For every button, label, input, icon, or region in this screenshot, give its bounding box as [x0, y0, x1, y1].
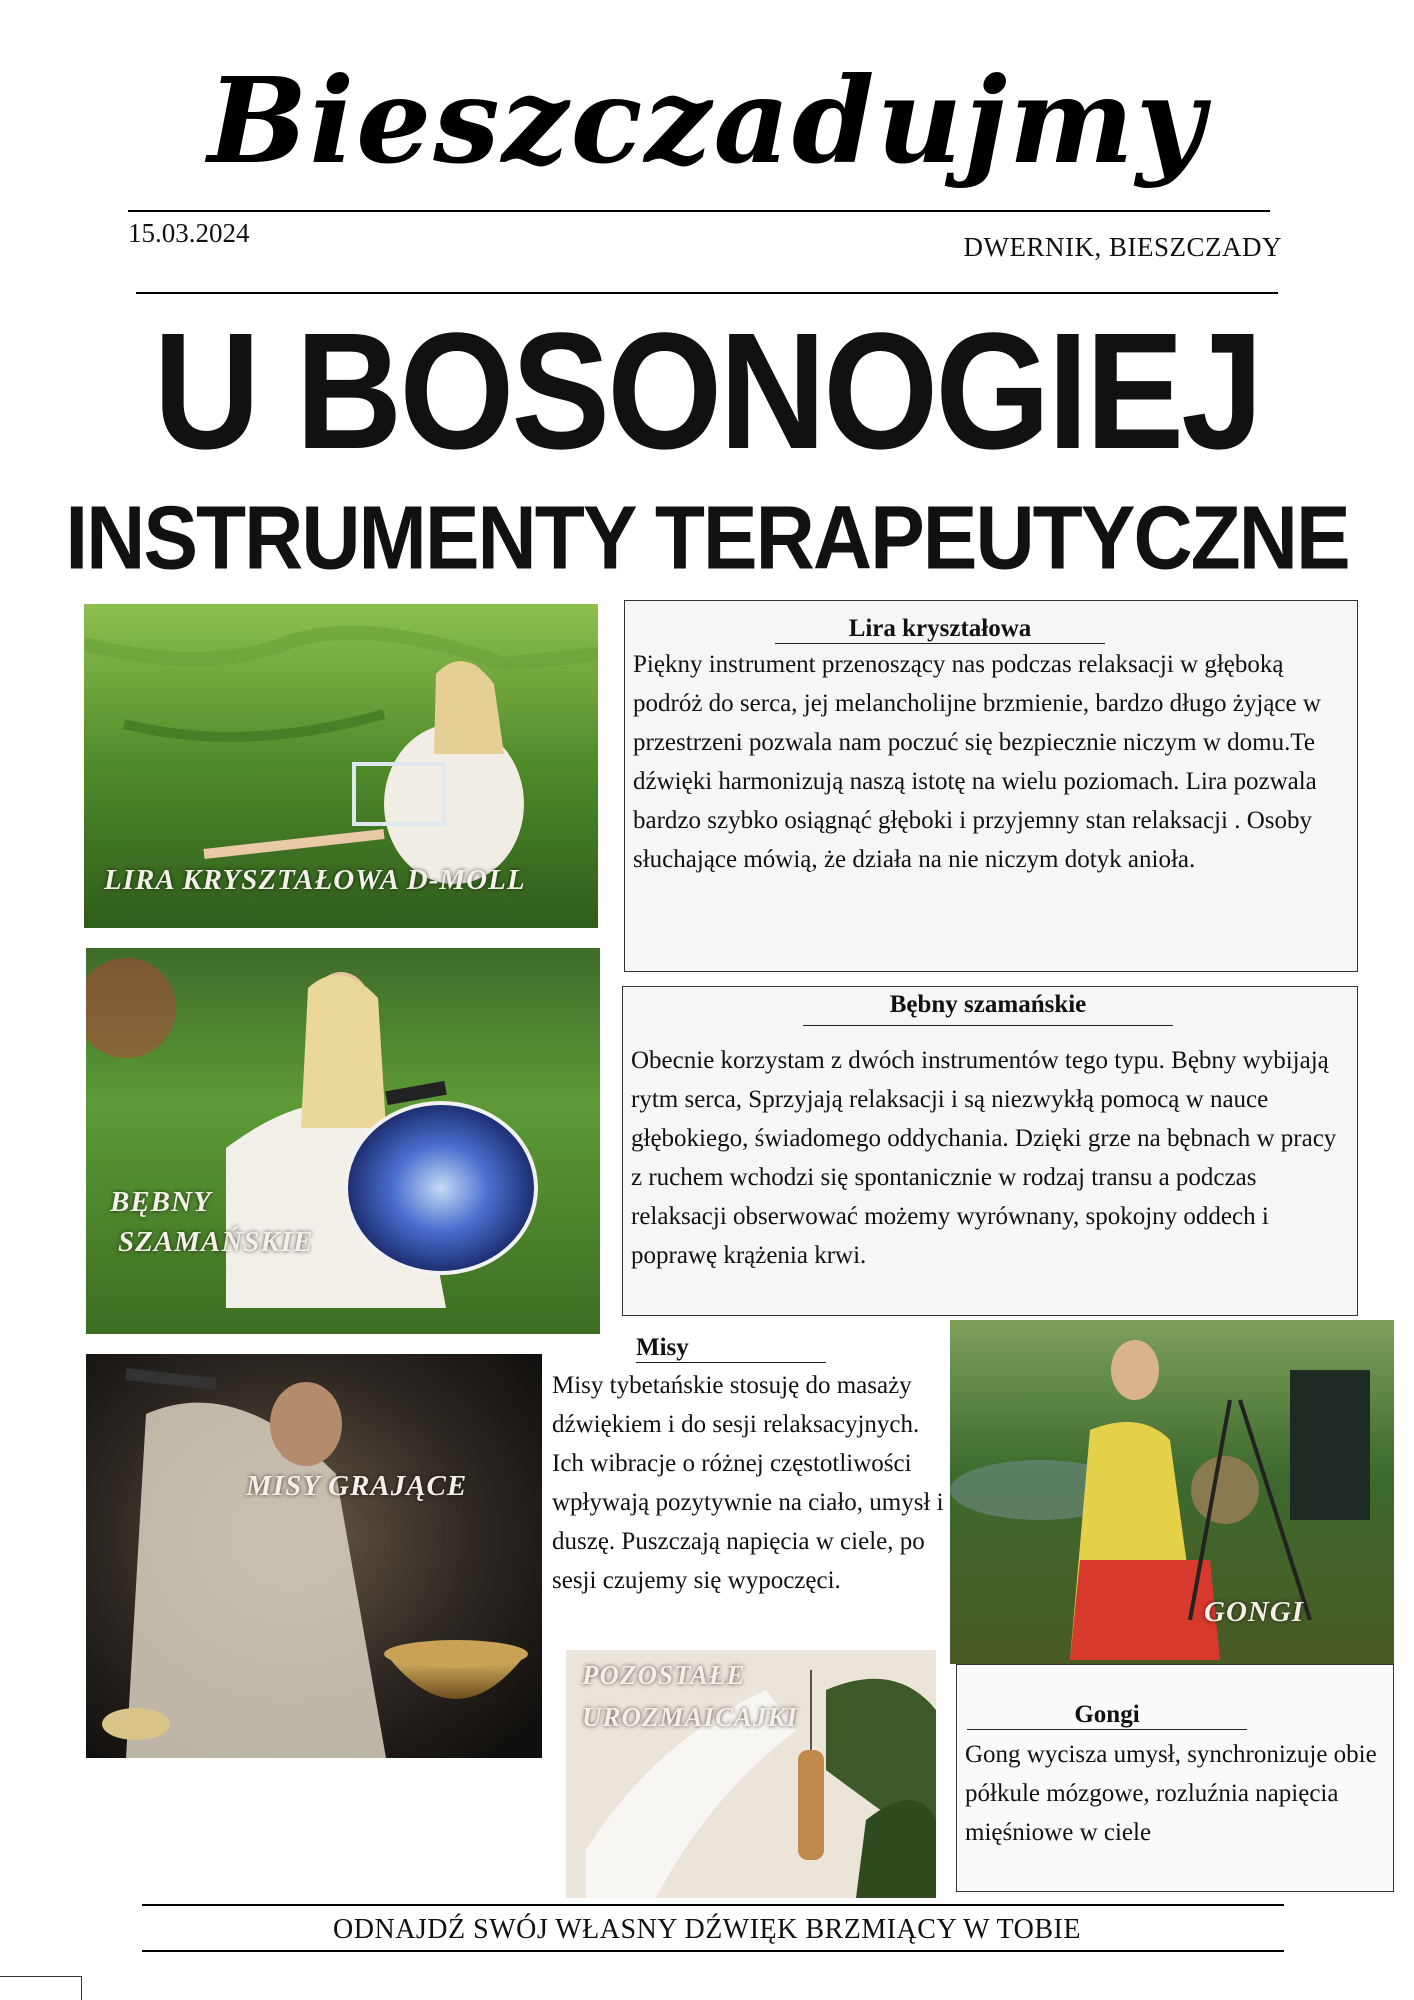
- caption-gongi: GONGI: [1204, 1596, 1305, 1628]
- article-misy: [550, 1334, 950, 1634]
- article-misy-text: Misy tybetańskie stosuję do masaży dźwiękiem i do sesji relaksacyjnych. Ich wibracje o różnej częstotliwości wpływają pozytywnie na ciało, umysł i duszę. Puszczają napięcia w ciele, po sesji czujemy się wypoczęci.: [552, 1372, 944, 1594]
- footer-slogan: ODNAJDŹ SWÓJ WŁASNY DŹWIĘK BRZMIĄCY W TOBIE: [333, 1914, 1081, 1945]
- issue-location: DWERNIK, BIESZCZADY: [963, 232, 1282, 262]
- article-gongi-text: Gong wycisza umysł, synchronizuje obie półkule mózgowe, rozluźnia napięcia mięśniowe w ciele: [965, 1741, 1377, 1846]
- header-rule: [136, 292, 1278, 294]
- photo-bebny: [86, 948, 600, 1334]
- caption-bebny-line2: SZAMAŃSKIE: [118, 1226, 314, 1258]
- footer-rule-bottom: [142, 1950, 1284, 1952]
- footer-rule-top: [142, 1904, 1284, 1906]
- photo-gongi-image: [950, 1320, 1394, 1664]
- subheadline: INSTRUMENTY TERAPEUTYCZNE: [65, 488, 1349, 589]
- article-bebny-title: Bębny szamańskie: [803, 991, 1173, 1026]
- article-bebny-text: Obecnie korzystam z dwóch instrumentów tego typu. Bębny wybijają rytm serca, Sprzyjają relaksacji i są niezwykłą pomocą w nauce głębokiego, świadomego oddychania. Dzięki grze na bębnach w pracy z ruchem wchodzi się spontanicznie w rodzaj transu a podczas relaksacji obserwować możemy wyrównany, spokojny oddech i poprawę krążenia krwi.: [631, 1047, 1337, 1269]
- caption-misy: MISY GRAJĄCE: [246, 1470, 468, 1502]
- article-lira-title: Lira kryształowa: [775, 615, 1105, 644]
- issue-date: 15.03.2024: [128, 218, 250, 248]
- article-gongi-title: Gongi: [967, 1701, 1247, 1730]
- photo-bebny-image: [86, 948, 600, 1334]
- caption-bebny-line1: BĘBNY: [110, 1186, 212, 1218]
- masthead-title: Bieszczadujmy: [207, 51, 1207, 190]
- masthead-rule: [128, 210, 1270, 212]
- caption-pozostale-line2: UROZMAICAJKI: [582, 1702, 799, 1732]
- article-misy-title: Misy: [636, 1334, 826, 1363]
- corner-frame: [0, 1976, 82, 2000]
- photo-gongi: [950, 1320, 1394, 1664]
- article-bebny: [622, 986, 1358, 1316]
- article-gongi: [956, 1664, 1394, 1892]
- caption-lira: LIRA KRYSZTAŁOWA D-MOLL: [104, 864, 526, 896]
- caption-pozostale-line1: POZOSTAŁE: [582, 1660, 746, 1690]
- photo-misy-image: [86, 1354, 542, 1758]
- article-lira-text: Piękny instrument przenoszący nas podczas relaksacji w głęboką podróż do serca, jej melancholijne brzmienie, bardzo długo żyjące w przestrzeni pozwala nam poczuć się bezpiecznie niczym w domu.Te dźwięki harmonizują naszą istotę na wielu poziomach. Lira pozwala bardzo szybko osiągnąć głęboki i przyjemny stan relaksacji . Osoby słuchające mówią, że działa na nie niczym dotyk anioła.: [633, 651, 1321, 873]
- article-lira: [624, 600, 1358, 972]
- photo-misy: [86, 1354, 542, 1758]
- headline: U BOSONOGIEJ: [153, 299, 1261, 484]
